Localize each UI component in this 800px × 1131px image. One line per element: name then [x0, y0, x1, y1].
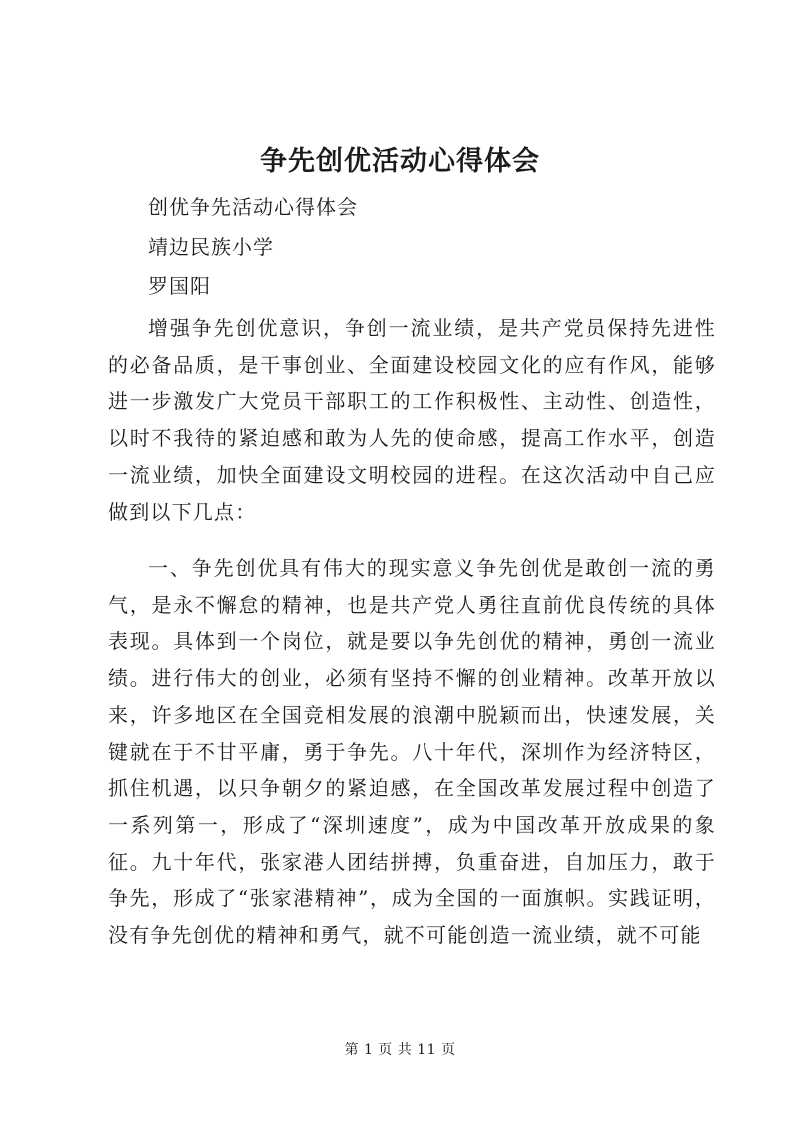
- author-name: 罗国阳: [148, 274, 211, 298]
- paragraph-intro: 增强争先创优意识，争创一流业绩，是共产党员保持先进性的必备品质，是干事创业、全面建设校园文化的应有作风，能够进一步激发广大党员干部职工的工作积极性、主动性、创造性，以时不我待的紧迫感和敢为人先的使命感，提高工作水平，创造一流业绩，加快全面建设文明校园的进程。在这次活动中自己应做到以下几点：: [108, 316, 716, 524]
- page-footer: 第 1 页 共 11 页: [344, 1042, 456, 1058]
- school-name: 靖边民族小学: [148, 235, 274, 259]
- paragraph-section-one: 一、争先创优具有伟大的现实意义争先创优是敢创一流的勇气，是永不懈怠的精神，也是共产党人勇往直前优良传统的具体表现。具体到一个岗位，就是要以争先创优的精神，勇创一流业绩。进行伟大的创业，必须有坚持不懈的创业精神。改革开放以来，许多地区在全国竞相发展的浪潮中脱颖而出，快速发展，关键就在于不甘平庸，勇于争先。八十年代，深圳作为经济特区，抓住机遇，以只争朝夕的紧迫感，在全国改革发展过程中创造了一系列第一，形成了“深圳速度”，成为中国改革开放成果的象征。九十年代，张家港人团结拼搏，负重奋进，自加压力，敢于争先，形成了“张家港精神”，成为全国的一面旗帜。实践证明，没有争先创优的精神和勇气，就不可能创造一流业绩，就不可能: [108, 556, 716, 948]
- document-subtitle: 创优争先活动心得体会: [148, 195, 358, 219]
- page-title: 争先创优活动心得体会: [260, 146, 540, 177]
